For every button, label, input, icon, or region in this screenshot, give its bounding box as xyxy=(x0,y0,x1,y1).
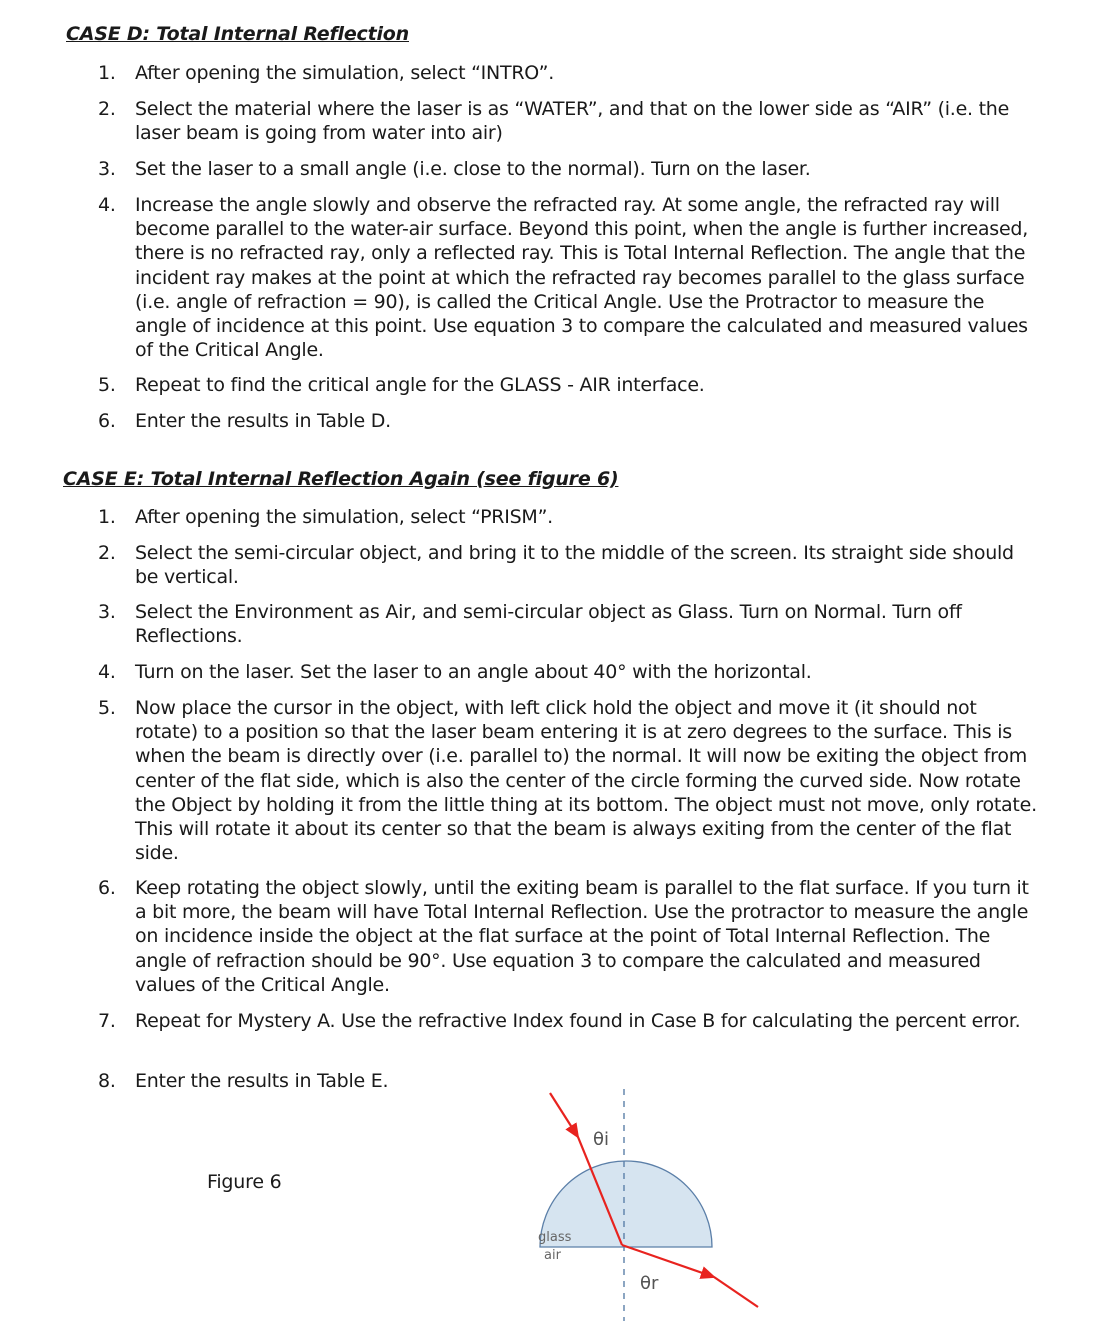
case-e-step-6 xyxy=(98,876,1038,997)
theta-r-label: θr xyxy=(640,1273,659,1294)
refracted-ray-tail xyxy=(714,1277,758,1307)
theta-i-label: θi xyxy=(593,1129,610,1150)
step-text: After opening the simulation, select “INTRO”. xyxy=(135,62,555,84)
step-number: 1. xyxy=(98,62,116,84)
case-e-step-3 xyxy=(98,600,1038,648)
step-text: Repeat for Mystery A. Use the refractive Index found in Case B for calculating the percent error. xyxy=(135,1010,1021,1032)
step-number: 4. xyxy=(98,194,116,216)
step-text: Select the semi-circular object, and bring it to the middle of the screen. Its straight side should be vertical. xyxy=(135,542,1014,589)
step-text: Enter the results in Table D. xyxy=(135,410,391,432)
step-number: 6. xyxy=(98,877,116,899)
step-text: Select the Environment as Air, and semi-circular object as Glass. Turn on Normal. Turn off Reflections. xyxy=(135,601,962,648)
figure-6-diagram xyxy=(528,1085,768,1325)
step-number: 4. xyxy=(98,661,116,683)
step-text: Enter the results in Table E. xyxy=(135,1070,389,1092)
step-number: 1. xyxy=(98,506,116,528)
case-e-step-1 xyxy=(98,505,1038,529)
case-d-step-5 xyxy=(98,373,1038,397)
step-number: 5. xyxy=(98,374,116,396)
step-text: Turn on the laser. Set the laser to an angle about 40° with the horizontal. xyxy=(135,661,812,683)
step-text: Now place the cursor in the object, with left click hold the object and move it (it should not rotate) to a position so that the laser beam entering it is at zero degrees to the surface. This is when the beam is directly over (i.e. parallel to) the normal. It will now be exiting the object from center of the flat side, which is also the center of the circle forming the curved side. Now rotate the Object by holding it from the little thing at its bottom. The object must not move, only rotate. This will rotate it about its center so that the beam is always exiting from the center of the flat side. xyxy=(135,697,1037,865)
case-e-step-5 xyxy=(98,696,1038,865)
glass-label: glass xyxy=(538,1230,572,1245)
step-text: Increase the angle slowly and observe the refracted ray. At some angle, the refracted ray will become parallel to the water-air surface. Beyond this point, when the angle is further increased, there is no refracted ray, only a reflected ray. This is Total Internal Reflection. The angle that the incident ray makes at the point at which the refracted ray becomes parallel to the glass surface (i.e. angle of refraction = 90), is called the Critical Angle. Use the Protractor to measure the angle of incidence at this point. Use equation 3 to compare the calculated and measured values of the Critical Angle. xyxy=(135,194,1028,362)
step-text: Set the laser to a small angle (i.e. close to the normal). Turn on the laser. xyxy=(135,158,811,180)
case-e-step-7 xyxy=(98,1009,1038,1033)
refracted-ray-arrow xyxy=(622,1245,714,1277)
case-d-heading: CASE D: Total Internal Reflection xyxy=(66,23,409,45)
incident-ray-arrow xyxy=(550,1093,578,1137)
case-d-step-2 xyxy=(98,97,1038,145)
step-text: Keep rotating the object slowly, until the exiting beam is parallel to the flat surface. If you turn it a bit more, the beam will have Total Internal Reflection. Use the protractor to measure the angle on incidence inside the object at the flat surface at the point of Total Internal Reflection. The angle of refraction should be 90°. Use equation 3 to compare the calculated and measured values of the Critical Angle. xyxy=(135,877,1029,996)
case-e-step-2 xyxy=(98,541,1038,589)
case-e-step-4 xyxy=(98,660,1038,684)
case-d-step-3 xyxy=(98,157,1038,181)
step-text: Repeat to find the critical angle for the GLASS - AIR interface. xyxy=(135,374,705,396)
case-d-step-4 xyxy=(98,193,1038,362)
figure-caption: Figure 6 xyxy=(207,1171,282,1193)
step-number: 7. xyxy=(98,1010,116,1032)
case-d-step-1 xyxy=(98,61,1038,85)
step-text: Select the material where the laser is as “WATER”, and that on the lower side as “AIR” (i.e. the laser beam is going from water into air) xyxy=(135,98,1010,145)
case-d-step-6 xyxy=(98,409,1038,433)
step-number: 3. xyxy=(98,158,116,180)
case-e-heading: CASE E: Total Internal Reflection Again (see figure 6) xyxy=(63,468,619,490)
step-number: 6. xyxy=(98,410,116,432)
step-text: After opening the simulation, select “PRISM”. xyxy=(135,506,553,528)
step-number: 2. xyxy=(98,542,116,564)
step-number: 3. xyxy=(98,601,116,623)
step-number: 2. xyxy=(98,98,116,120)
step-number: 8. xyxy=(98,1070,116,1092)
step-number: 5. xyxy=(98,697,116,719)
air-label: air xyxy=(544,1248,561,1263)
